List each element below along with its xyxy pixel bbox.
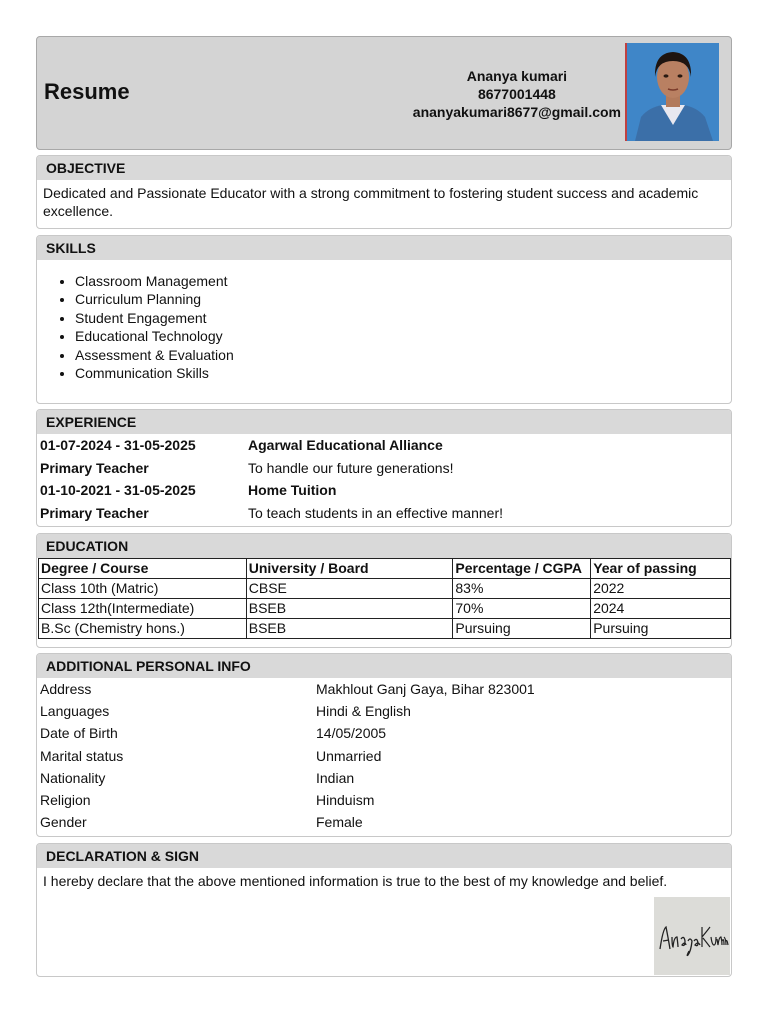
personal-info-section: [36, 653, 732, 837]
experience-dates: 01-10-2021 - 31-05-2025: [40, 482, 196, 498]
table-cell: Pursuing: [453, 619, 591, 639]
table-cell: BSEB: [246, 619, 453, 639]
info-row: [37, 789, 731, 811]
info-row: [37, 745, 731, 767]
info-value: Female: [316, 814, 363, 831]
info-label: Languages: [40, 703, 110, 720]
info-label: Nationality: [40, 769, 106, 786]
skill-item: • Curriculum Planning: [75, 290, 731, 308]
table-cell: 70%: [453, 599, 591, 619]
experience-row: [37, 434, 731, 457]
info-row: [37, 722, 731, 744]
table-row: [39, 619, 731, 639]
info-label: Date of Birth: [40, 725, 118, 742]
contact-block: [413, 67, 621, 121]
info-row: [37, 700, 731, 722]
table-cell: 83%: [453, 579, 591, 599]
skill-item: • Assessment & Evaluation: [75, 346, 731, 364]
objective-heading: OBJECTIVE: [37, 156, 731, 180]
info-label: Religion: [40, 791, 91, 808]
column-header: University / Board: [246, 559, 453, 579]
experience-row: [37, 502, 731, 525]
experience-row: [37, 457, 731, 480]
table-header-row: [39, 559, 731, 579]
info-value: Hinduism: [316, 791, 375, 808]
education-heading: EDUCATION: [37, 534, 731, 558]
signature-image: [654, 897, 730, 975]
skills-section: [36, 235, 732, 404]
education-section: [36, 533, 732, 648]
resume-header: [36, 36, 732, 150]
column-header: Degree / Course: [39, 559, 247, 579]
info-label: Gender: [40, 814, 87, 831]
info-row: [37, 767, 731, 789]
page-title: Resume: [44, 79, 130, 104]
table-cell: CBSE: [246, 579, 453, 599]
skill-item: • Educational Technology: [75, 327, 731, 345]
info-value: Indian: [316, 769, 355, 786]
experience-organization: Agarwal Educational Alliance: [248, 437, 443, 453]
signature-icon: [654, 897, 730, 975]
info-value: Unmarried: [316, 747, 382, 764]
education-table: [38, 558, 731, 639]
experience-description: To handle our future generations!: [248, 459, 454, 476]
objective-text: Dedicated and Passionate Educator with a strong commitment to fostering student success and academic excellence.: [43, 185, 699, 219]
table-cell: BSEB: [246, 599, 453, 619]
person-photo-icon: [627, 43, 719, 141]
email-address: ananyakumari8677@gmail.com: [412, 104, 621, 120]
info-label: Marital status: [40, 747, 124, 764]
table-cell: 2022: [591, 579, 731, 599]
table-cell: B.Sc (Chemistry hons.): [39, 619, 247, 639]
experience-role: Primary Teacher: [40, 459, 149, 476]
objective-section: [36, 155, 732, 229]
experience-organization: Home Tuition: [248, 482, 337, 498]
info-value: 14/05/2005: [316, 725, 387, 742]
experience-heading: EXPERIENCE: [37, 410, 731, 434]
skill-item: • Communication Skills: [75, 364, 731, 382]
table-cell: 2024: [591, 599, 731, 619]
info-row: [37, 678, 731, 700]
personal-info-heading: ADDITIONAL PERSONAL INFO: [37, 654, 731, 678]
column-header: Percentage / CGPA: [453, 559, 591, 579]
skills-list: [37, 272, 731, 382]
declaration-section: [36, 843, 732, 977]
table-row: [39, 599, 731, 619]
table-cell: Class 10th (Matric): [39, 579, 247, 599]
declaration-heading: DECLARATION & SIGN: [37, 844, 731, 868]
skills-heading: SKILLS: [37, 236, 731, 260]
experience-role: Primary Teacher: [40, 504, 149, 521]
skill-item: • Classroom Management: [75, 272, 731, 290]
info-value: Makhlout Ganj Gaya, Bihar 823001: [316, 681, 535, 697]
info-value: Hindi & English: [316, 703, 411, 720]
declaration-text: I hereby declare that the above mentioned information is true to the best of my knowledge and belief.: [43, 873, 668, 889]
experience-row: [37, 479, 731, 502]
experience-dates: 01-07-2024 - 31-05-2025: [40, 437, 196, 453]
table-cell: Class 12th(Intermediate): [39, 599, 247, 619]
candidate-name: Ananya kumari: [466, 68, 568, 84]
phone-number: 8677001448: [477, 86, 556, 102]
info-label: Address: [40, 681, 92, 697]
skill-item: • Student Engagement: [75, 309, 731, 327]
profile-photo: [625, 43, 719, 141]
column-header: Year of passing: [591, 559, 731, 579]
experience-section: [36, 409, 732, 527]
experience-description: To teach students in an effective manner!: [248, 504, 504, 521]
info-row: [37, 811, 731, 833]
table-row: [39, 579, 731, 599]
table-cell: Pursuing: [591, 619, 731, 639]
